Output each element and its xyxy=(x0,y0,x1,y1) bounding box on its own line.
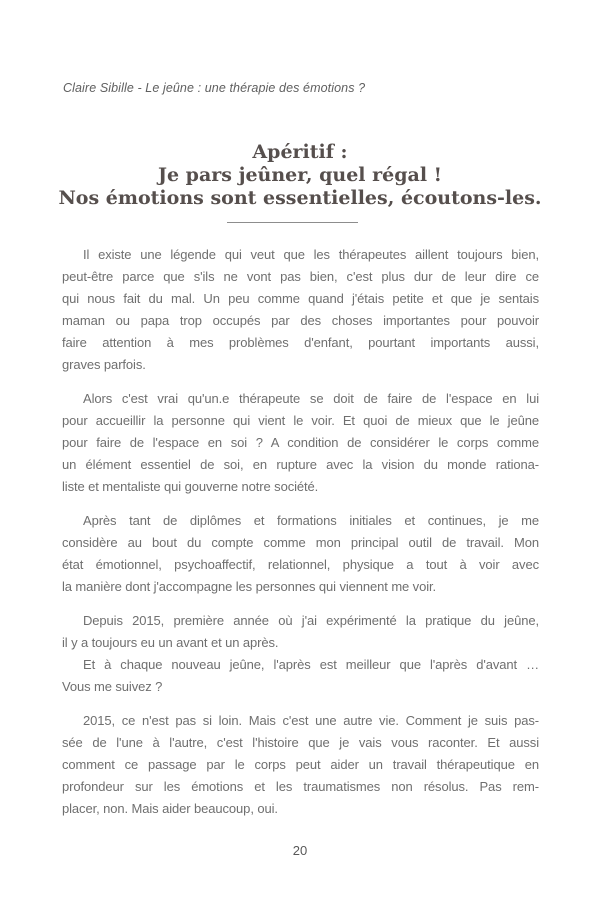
text-line: considère au bout du compte comme mon principal outil de travail. Mon xyxy=(62,535,539,550)
page-number: 20 xyxy=(292,843,308,858)
text-line: qui nous fait du mal. Un peu comme quand j'étais petite et que je sentais xyxy=(62,291,539,306)
text-line: sée de l'une à l'autre, c'est l'histoire que je vais vous raconter. Et aussi xyxy=(62,735,539,750)
paragraph xyxy=(62,388,539,498)
text-line: Depuis 2015, première année où j'ai expérimenté la pratique du jeûne, xyxy=(83,613,539,628)
text-line: graves parfois. xyxy=(62,357,146,372)
text-line: profondeur sur les émotions et les traumatismes non résolus. Pas rem- xyxy=(62,779,539,794)
paragraph xyxy=(62,654,539,698)
chapter-title xyxy=(0,141,600,210)
chapter-title-line-2: Je pars jeûner, quel régal ! xyxy=(157,164,443,186)
running-header: Claire Sibille - Le jeûne : une thérapie des émotions ? xyxy=(63,81,366,95)
text-line: placer, non. Mais aider beaucoup, oui. xyxy=(62,801,278,816)
text-line: Alors c'est vrai qu'un.e thérapeute se doit de faire de l'espace en lui xyxy=(83,391,539,406)
text-line: pour faire de l'espace en soi ? A condition de considérer le corps comme xyxy=(62,435,539,450)
title-rule-divider xyxy=(227,222,358,223)
chapter-title-line-1: Apéritif : xyxy=(252,141,348,163)
paragraph xyxy=(62,610,539,654)
body-text xyxy=(62,244,539,820)
text-line: état émotionnel, psychoaffectif, relationnel, physique a tout à voir avec xyxy=(62,557,539,572)
chapter-title-line-3: Nos émotions sont essentielles, écoutons-les. xyxy=(58,187,542,209)
text-line: Après tant de diplômes et formations initiales et continues, je me xyxy=(83,513,539,528)
text-line: la manière dont j'accompagne les personnes qui viennent me voir. xyxy=(62,579,437,594)
text-line: 2015, ce n'est pas si loin. Mais c'est une autre vie. Comment je suis pas- xyxy=(83,713,539,728)
paragraph xyxy=(62,244,539,376)
text-line: maman ou papa trop occupés par des choses importantes pour pouvoir xyxy=(62,313,539,328)
text-line: un élément essentiel de soi, en rupture avec la vision du monde rationa- xyxy=(62,457,539,472)
paragraph xyxy=(62,510,539,598)
text-line: faire attention à mes problèmes d'enfant, pourtant importants aussi, xyxy=(62,335,539,350)
text-line: peut-être parce que s'ils ne vont pas bien, c'est plus dur de leur dire ce xyxy=(62,269,539,284)
text-line: Et à chaque nouveau jeûne, l'après est meilleur que l'après d'avant … xyxy=(83,657,539,672)
text-line: Vous me suivez ? xyxy=(62,679,163,694)
text-line: Il existe une légende qui veut que les thérapeutes aillent toujours bien, xyxy=(83,247,539,262)
text-line: liste et mentaliste qui gouverne notre société. xyxy=(62,479,319,494)
text-line: il y a toujours eu un avant et un après. xyxy=(62,635,279,650)
paragraph xyxy=(62,710,539,820)
text-line: comment ce passage par le corps peut aider un travail thérapeutique en xyxy=(62,757,539,772)
text-line: pour accueillir la personne qui vient le voir. Et quoi de mieux que le jeûne xyxy=(62,413,539,428)
